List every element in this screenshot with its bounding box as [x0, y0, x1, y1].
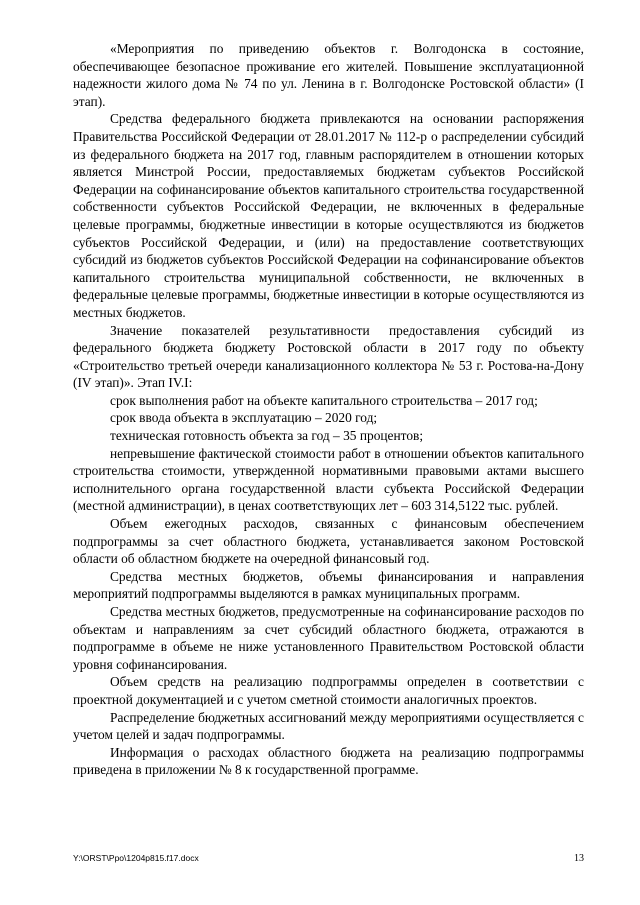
paragraph-indicators: Значение показателей результативности предоставления субсидий из федерального бюджета бюджету Ростовской области в 2017 году по объекту «Строительство третьей очереди канализационного коллектора № 53 г. Ростова-на-Дону (IV этап)». Этап IV.I:	[73, 322, 584, 391]
file-path: Y:\ORST\Ppo\1204p815.f17.docx	[73, 853, 199, 863]
paragraph-cofinancing: Средства местных бюджетов, предусмотренные на софинансирование расходов по объектам и направлениям за счет субсидий областного бюджета, отражаются в подпрограмме в объеме не ниже установленного Правительством Ростовской области уровня софинансирования.	[73, 604, 584, 672]
paragraph-allocation: Распределение бюджетных ассигнований между мероприятиями осуществляется с учетом целей и задач подпрограммы.	[73, 709, 584, 743]
paragraph-technical-readiness: техническая готовность объекта за год – 35 процентов;	[110, 428, 424, 444]
paragraph-funding-volume: Объем средств на реализацию подпрограммы определен в соответствии с проектной документацией и с учетом сметной стоимости аналогичных проектов.	[73, 674, 584, 707]
paragraph-project-title: «Мероприятия по приведению объектов г. Волгодонска в состояние, обеспечивающее безопасное проживание его жителей. Повышение эксплуатационной надежности жилого дома № 74 по ул. Ленина в г. Волгодонске Ростовской области» (I этап).	[73, 41, 584, 109]
document-body	[73, 40, 584, 779]
paragraph-expense-info: Информация о расходах областного бюджета на реализацию подпрограммы приведена в приложении № 8 к государственной программе.	[73, 744, 584, 778]
paragraph-commissioning-date: срок ввода объекта в эксплуатацию – 2020 год;	[110, 410, 378, 426]
paragraph-work-deadline: срок выполнения работ на объекте капитального строительства – 2017 год;	[110, 392, 538, 408]
paragraph-annual-expenses: Объем ежегодных расходов, связанных с финансовым обеспечением подпрограммы за счет областного бюджета, устанавливается законом Ростовской области об областном бюджете на очередной финансовый год.	[73, 516, 584, 567]
paragraph-cost-limit: непревышение фактической стоимости работ в отношении объектов капитального строительства стоимости, утвержденной нормативными правовыми актами высшего исполнительного органа государственной власти субъекта Российской Федерации (местной администрации), в ценах соответствующих лет – 603 314,5122 тыс. рублей.	[73, 445, 584, 514]
paragraph-local-budgets: Средства местных бюджетов, объемы финансирования и направления мероприятий подпрограммы выделяются в рамках муниципальных программ.	[73, 568, 584, 602]
page-number: 13	[574, 853, 584, 864]
paragraph-federal-funds: Средства федерального бюджета привлекаются на основании распоряжения Правительства Российской Федерации от 28.01.2017 № 112-р о распределении субсидий из федерального бюджета на 2017 год, главным распорядителем в отношении которых является Минстрой России, предоставляемых бюджетам субъектов Российской Федерации на софинансирование объектов капитального строительства государственной собственности субъектов Российской Федерации, не включенных в федеральные целевые программы, бюджетные инвестиции в которые осуществляются из бюджетов субъектов Российской Федерации, и (или) на предоставление соответствующих субсидий из бюджетов субъектов Российской Федерации на софинансирование объектов капитального строительства муниципальной собственности, не включенных в федеральные целевые программы, бюджетные инвестиции в которые осуществляются из местных бюджетов.	[73, 111, 584, 320]
